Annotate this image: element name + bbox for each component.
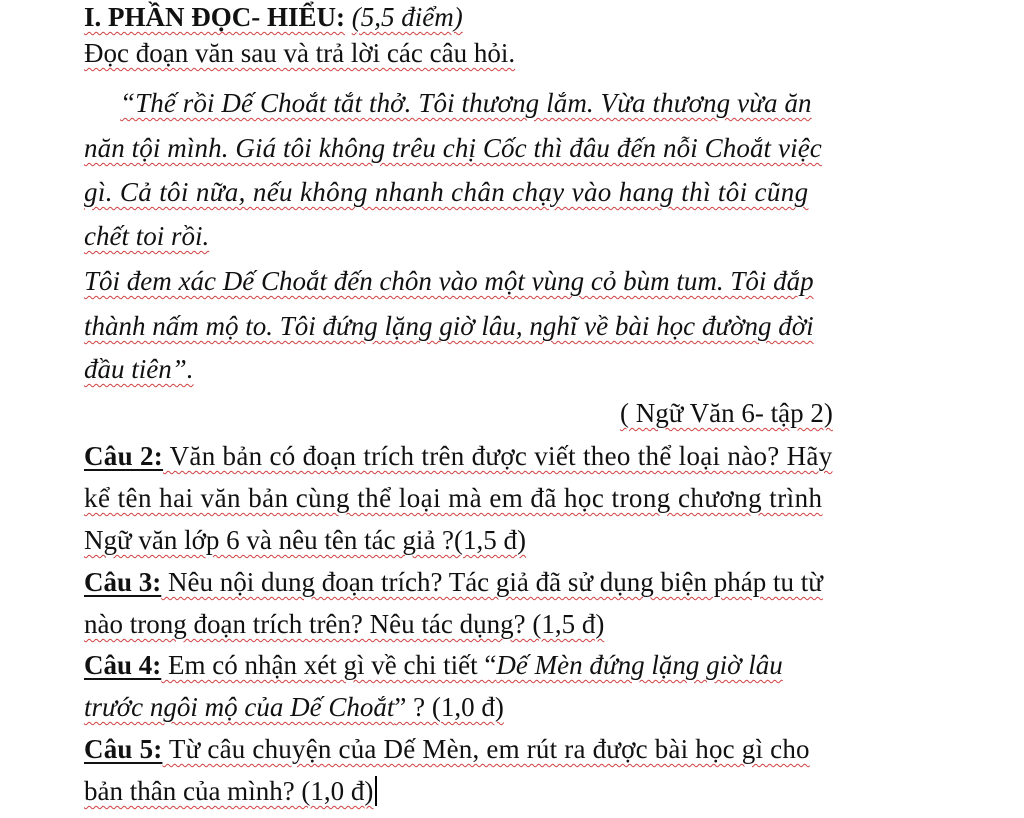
- section-points: (5,5 điểm): [351, 2, 463, 32]
- text-cursor: [375, 776, 377, 806]
- question-3-text: Nêu nội dung đoạn trích? Tác giả đã sử dụng biện pháp tu từ: [161, 567, 823, 597]
- section-heading: [84, 0, 463, 34]
- question-4-points: ” ? (1,0 đ): [394, 692, 504, 722]
- passage-line: đầu tiên”.: [84, 354, 194, 384]
- question-5-text-end: bản thân của mình? (1,0 đ): [84, 776, 374, 806]
- question-4-text: Em có nhận xét gì về chi tiết “: [161, 650, 497, 680]
- passage-source: ( Ngữ Văn 6- tập 2): [620, 398, 833, 428]
- question-3-line-2: nào trong đoạn trích trên? Nêu tác dụng? (1,5 đ): [84, 609, 605, 639]
- passage-line: gì. Cả tôi nữa, nếu không nhanh chân chạy vào hang thì tôi cũng: [84, 177, 809, 207]
- question-4-line-1: [84, 648, 783, 682]
- question-5-label: Câu 5:: [84, 734, 163, 764]
- question-2-line-3: Ngữ văn lớp 6 và nêu tên tác giả ?(1,5 đ): [84, 525, 527, 555]
- question-4-label: Câu 4:: [84, 650, 162, 680]
- instruction-text: Đọc đoạn văn sau và trả lời các câu hỏi.: [84, 38, 516, 68]
- passage-line: “Thế rồi Dế Choắt tắt thở. Tôi thương lắm. Vừa thương vừa ăn: [120, 88, 812, 118]
- question-2-text: Văn bản có đoạn trích trên được viết theo thể loại nào? Hãy: [163, 441, 833, 471]
- question-4-quote: Dế Mèn đứng lặng giờ lâu: [496, 650, 783, 680]
- question-5-line-2: [84, 774, 377, 808]
- passage-line: thành nấm mộ to. Tôi đứng lặng giờ lâu, nghĩ về bài học đường đời: [84, 311, 814, 341]
- question-5-text: Từ câu chuyện của Dế Mèn, em rút ra được bài học gì cho: [162, 734, 810, 764]
- question-2-label: Câu 2:: [84, 441, 164, 471]
- question-4-line-2: [84, 690, 504, 724]
- question-2-line-1: [84, 439, 833, 473]
- passage-line: chết toi rồi.: [84, 221, 210, 251]
- question-3-line-1: [84, 565, 823, 599]
- question-4-quote-end: trước ngôi mộ của Dế Choắt: [84, 692, 395, 722]
- passage-line: Tôi đem xác Dế Choắt đến chôn vào một vùng cỏ bùm tum. Tôi đắp: [84, 266, 814, 296]
- passage-line: năn tội mình. Giá tôi không trêu chị Cốc thì đâu đến nỗi Choắt việc: [84, 133, 822, 163]
- section-title: I. PHẦN ĐỌC- HIỂU:: [84, 2, 345, 32]
- question-2-line-2: kể tên hai văn bản cùng thể loại mà em đã học trong chương trình: [84, 483, 823, 513]
- question-3-label: Câu 3:: [84, 567, 162, 597]
- question-5-line-1: [84, 732, 810, 766]
